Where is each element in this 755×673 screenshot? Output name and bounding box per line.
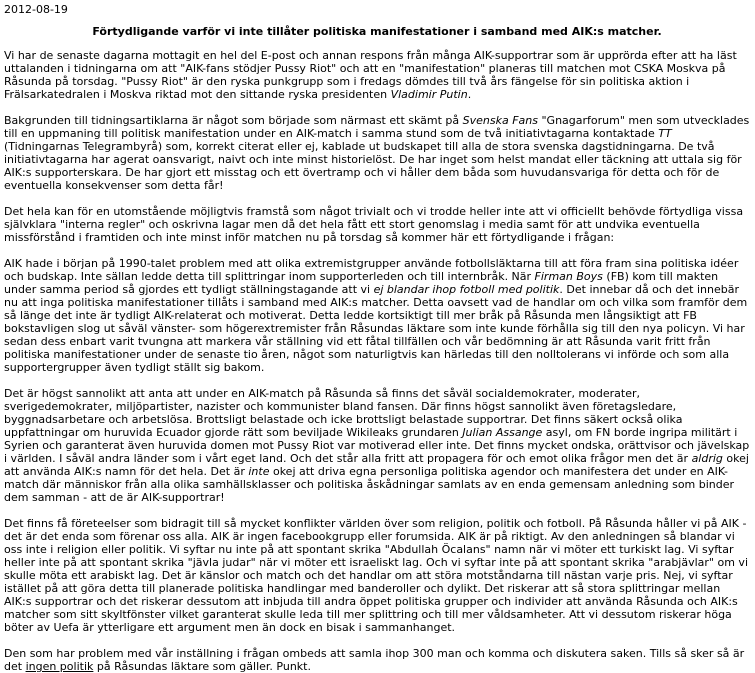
paragraph-text: (FB) kom till makten under samma period så gjordes ett tydligt ställningstagande att vi (4, 270, 719, 296)
post-date: 2012-08-19 (4, 3, 68, 16)
emphasis-text: aldrig (691, 452, 723, 465)
emphasis-text: Vladimir Putin (390, 88, 468, 101)
paragraph-4 (4, 257, 750, 374)
paragraph-text: Det hela kan för en utomstående möjligtvis framstå som något trivialt och vi trodde heller inte att vi officiellt behövde förtydliga vissa självklara "interna regler" och oskrivna lagar men då det hela fått ett stort genomslag i media samt för att undvika eventuella missförstånd i framtiden och inte minst inför matchen nu på torsdag så kommer här ett förtydligande i frågan: (4, 205, 744, 244)
article-title: Förtydligande varför vi inte tillåter politiska manifestationer i samband med AIK:s matcher. (92, 25, 662, 38)
inline-link[interactable]: ingen politik (25, 660, 94, 673)
paragraph-text: Bakgrunden till tidningsartiklarna är något som började som närmast ett skämt på (4, 114, 463, 127)
emphasis-text: inte (248, 465, 270, 478)
paragraph-text: "Gnagarforum" men som utvecklades till en uppmaning till politisk manifestation under en AIK-match i samma stund som de två initiativtagarna kontaktade (4, 114, 750, 140)
paragraph-text: okej att använda AIK:s namn för det hela. Det är (4, 452, 749, 478)
article-body (4, 49, 750, 673)
paragraph-text: Vi har de senaste dagarna mottagit en hel del E-post och annan respons från många AIK-supportrar som är upprörda efter att ha läst uttalanden i tidningarna om att "AIK-fans stödjer Pussy Riot" och att en "manifestation" planeras till matchen mot CSKA Moskva på Råsunda på torsdag. "Pussy Riot" är den ryska punkgrupp som i fredags dömdes till två års fängelse för sin politiska aktion i Frälsarkatedralen i Moskva riktad mot den sittande ryska presidenten (4, 49, 737, 101)
emphasis-text: Firman Boys (534, 270, 603, 283)
paragraph-text: Den som har problem med vår inställning i frågan ombeds att samla ihop 300 man och komma och diskutera saken. Tills så sker så är det (4, 647, 745, 673)
paragraph-2 (4, 114, 750, 192)
paragraph-text: . Det innebar då och det innebär nu att inga politiska manifestationer tillåts i samband med AIK:s matcher. Detta oavsett vad de handlar om och vilka som framför dem så länge det inte är tydligt AIK-relaterat och motiverat. Detta ledde kortsiktigt till mer bråk på Råsunda men långsiktigt att FB bokstavligen slog ut såväl vänster- som högerextremister från Råsundas läktare som inte kunde förhålla sig till den nya policyn. Vi har sedan dess enbart varit tvungna att markera vår ställning vid ett fåtal tillfällen och vår bedömning är att Råsunda varit fritt från politiska manifestationer under de senaste tio åren, något som naturligtvis kan härledas till den nolltolerans vi införde och som alla supportergrupper även tydligt ställt sig bakom. (4, 283, 748, 374)
paragraph-text: (Tidningarnas Telegrambyrå) som, korrekt citerat eller ej, kablade ut budskapet till alla de stora svenska dagstidningarna. De två initiativtagarna har agerat oansvarigt, naivt och inte minst historielöst. De har inget som helst mandat eller täckning att uttala sig för AIK:s supporterskara. De har gjort ett misstag och ett övertramp och vi håller dem båda som huvudansvariga för detta och för de eventuella konsekvenser som detta får! (4, 140, 742, 192)
paragraph-text: okej att driva egna personliga politiska agendor och manifestera det under en AIK-match där människor från alla olika samhällsklasser och politiska åskådningar samlats av en enda gemensam anledning som binder dem samman - att de är AIK-supportrar! (4, 465, 735, 504)
paragraph-text: asyl, om FN borde ingripa militärt i Syrien och garanterat även huruvida domen mot Pussy Riot var motiverad eller inte. Det finns mycket ondska, orättvisor och jävelskap i världen. I såväl andra länder som i vårt eget land. Och det står alla fritt att propagera för och emot olika frågor men det är (4, 426, 750, 465)
paragraph-3 (4, 205, 750, 244)
paragraph-6 (4, 517, 750, 634)
emphasis-text: ej blandar ihop fotboll med politik (373, 283, 560, 296)
emphasis-text: TT (658, 127, 672, 140)
paragraph-text: Det är högst sannolikt att anta att under en AIK-match på Råsunda så finns det såväl socialdemokrater, moderater, sverigedemokrater, miljöpartister, nazister och kommunister bland fansen. Där finns högst sannolikt även företagsledare, byggnadsarbetare och arbetslösa. Brottsligt belastade och icke brottsligt belastade supportrar. Det finns säkert också olika uppfattningar om huruvida Ecuador gjorde rätt som beviljade Wikileaks grundaren (4, 387, 683, 439)
paragraph-text: på Råsundas läktare som gäller. Punkt. (93, 660, 311, 673)
paragraph-1 (4, 49, 750, 101)
paragraph-5 (4, 387, 750, 504)
emphasis-text: Julian Assange (462, 426, 543, 439)
paragraph-7 (4, 647, 750, 673)
paragraph-text: AIK hade i början på 1990-talet problem med att olika extremistgrupper använde fotbollsläktarna till att föra fram sina politiska idéer och budskap. Inte sällan ledde detta till splittringar inom supporterleden och till internbråk. När (4, 257, 739, 283)
emphasis-text: Svenska Fans (462, 114, 538, 127)
paragraph-text: Det finns få företeelser som bidragit till så mycket konflikter världen över som religion, politik och fotboll. På Råsunda håller vi på AIK - det är det enda som förenar oss alla. AIK är ingen facebookgrupp eller forumsida. AIK är på riktigt. Av den anledningen så blandar vi oss inte i religion eller politik. Vi syftar nu inte på att spontant skrika "Abdullah Öcalans" namn när vi möter ett turkiskt lag. Vi syftar heller inte på att spontant skrika "jävla judar" när vi möter ett israeliskt lag. Och vi syftar inte på att spontant skrika "arabjävlar" om vi skulle möta ett arabiskt lag. Det är känslor och match och det handlar om att störa motståndarna till nästan varje pris. Nej, vi syftar istället på att göra detta till planerade politiska handlingar med banderoller och dylikt. Det riskerar att så stora splittringar mellan AIK:s supportrar och det riskerar dessutom att inbjuda till andra öppet politiska grupper och individer att använda Råsunda och AIK:s matcher som sitt skyltfönster vilket garanterat skulle leda till mer splittring och till mer våldsamheter. Att vi dessutom riskerar höga böter av Uefa är ytterligare ett argument men än dock en bisak i sammanhanget. (4, 517, 748, 634)
paragraph-text: . (467, 88, 472, 101)
